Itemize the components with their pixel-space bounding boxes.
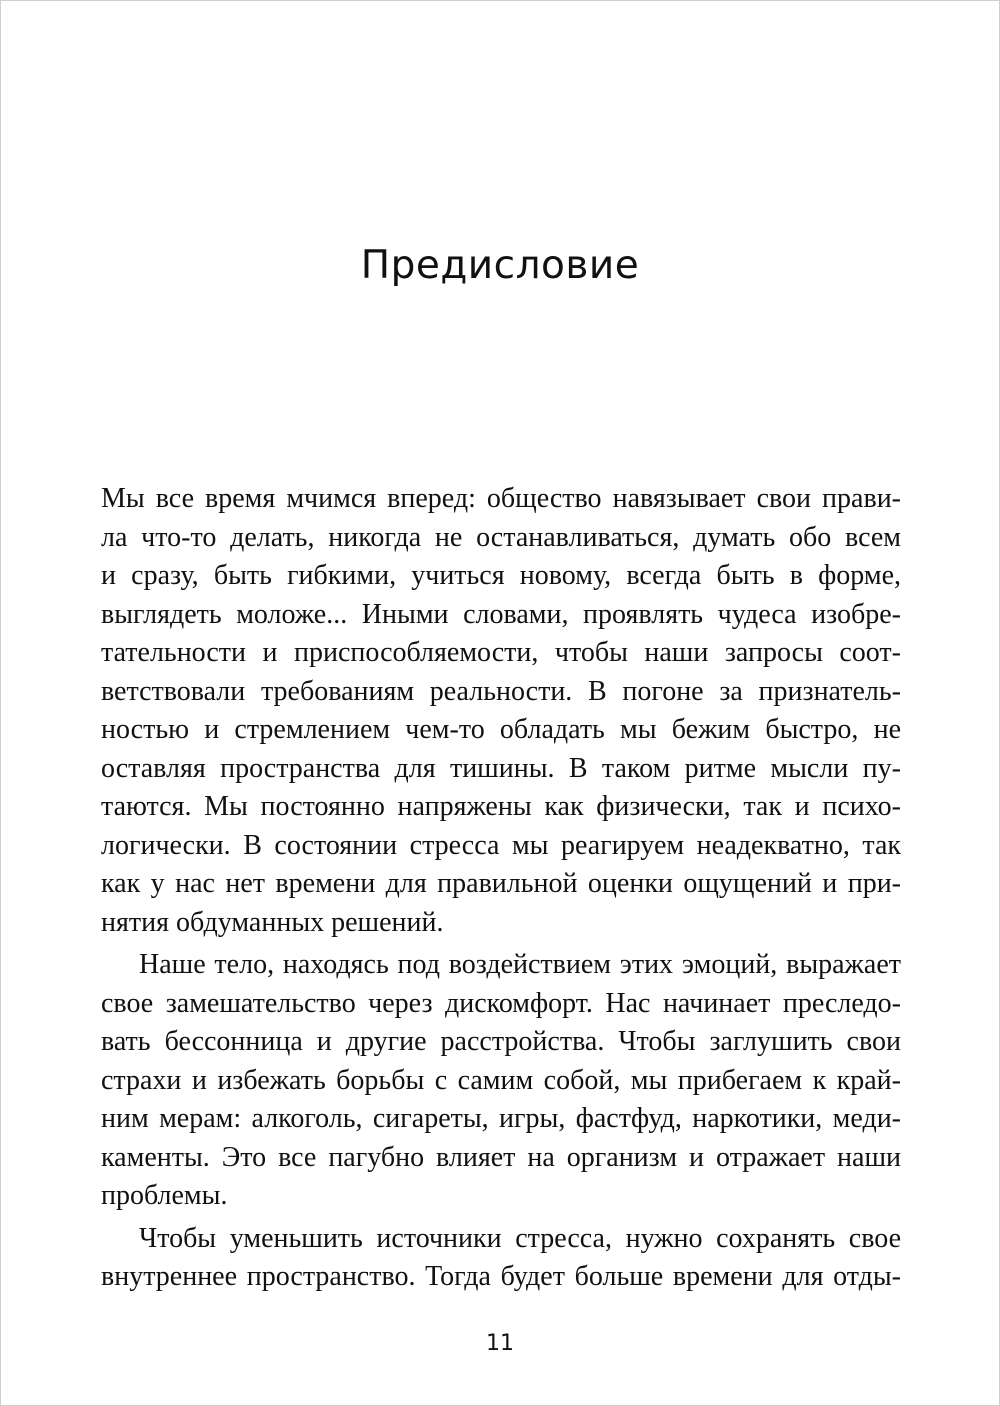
paragraph-2 [101, 946, 901, 1216]
page-number: 11 [486, 1331, 514, 1356]
text-line: проблемы. [101, 1180, 228, 1211]
text-line: Мы все время мчимся вперед: общество навязывает свои прави- [101, 483, 901, 514]
text-line: и сразу, быть гибкими, учиться новому, всегда быть в форме, [101, 560, 901, 591]
text-line: страхи и избежать борьбы с самим собой, мы прибегаем к край- [101, 1064, 901, 1096]
text-line: свое замешательство через дискомфорт. Нас начинает преследо- [101, 987, 901, 1019]
text-line: таются. Мы постоянно напряжены как физически, так и психо- [101, 791, 901, 822]
text-line: как у нас нет времени для правильной оценки ощущений и при- [101, 868, 901, 899]
page-title: Предисловие [360, 243, 640, 288]
text-line: вать бессонница и другие расстройства. Чтобы заглушить свои [101, 1026, 901, 1057]
text-line: ветствовали требованиям реальности. В погоне за признатель- [101, 675, 901, 707]
text-line: нятия обдуманных решений. [101, 906, 444, 938]
text-line: каменты. Это все пагубно влияет на организм и отражает наши [101, 1141, 901, 1173]
body-text [101, 480, 901, 1301]
text-line: тательности и приспособляемости, чтобы наши запросы соот- [101, 637, 901, 668]
text-line: Наше тело, находясь под воздействием этих эмоций, выражает [139, 949, 901, 980]
text-line: внутреннее пространство. Тогда будет больше времени для отды- [101, 1261, 901, 1292]
text-line: ностью и стремлением чем-то обладать мы бежим быстро, не [101, 714, 901, 745]
text-line: Чтобы уменьшить источники стресса, нужно сохранять свое [139, 1222, 901, 1254]
text-line: логически. В состоянии стресса мы реагируем неадекватно, так [101, 829, 901, 861]
text-line: ла что-то делать, никогда не останавливаться, думать обо всем [101, 521, 901, 553]
text-line: ним мерам: алкоголь, сигареты, игры, фастфуд, наркотики, меди- [101, 1103, 901, 1134]
paragraph-1 [101, 480, 901, 942]
text-line: выглядеть моложе... Иными словами, проявлять чудеса изобре- [101, 598, 901, 630]
paragraph-3 [101, 1220, 901, 1297]
text-line: оставляя пространства для тишины. В таком ритме мысли пу- [101, 752, 901, 784]
